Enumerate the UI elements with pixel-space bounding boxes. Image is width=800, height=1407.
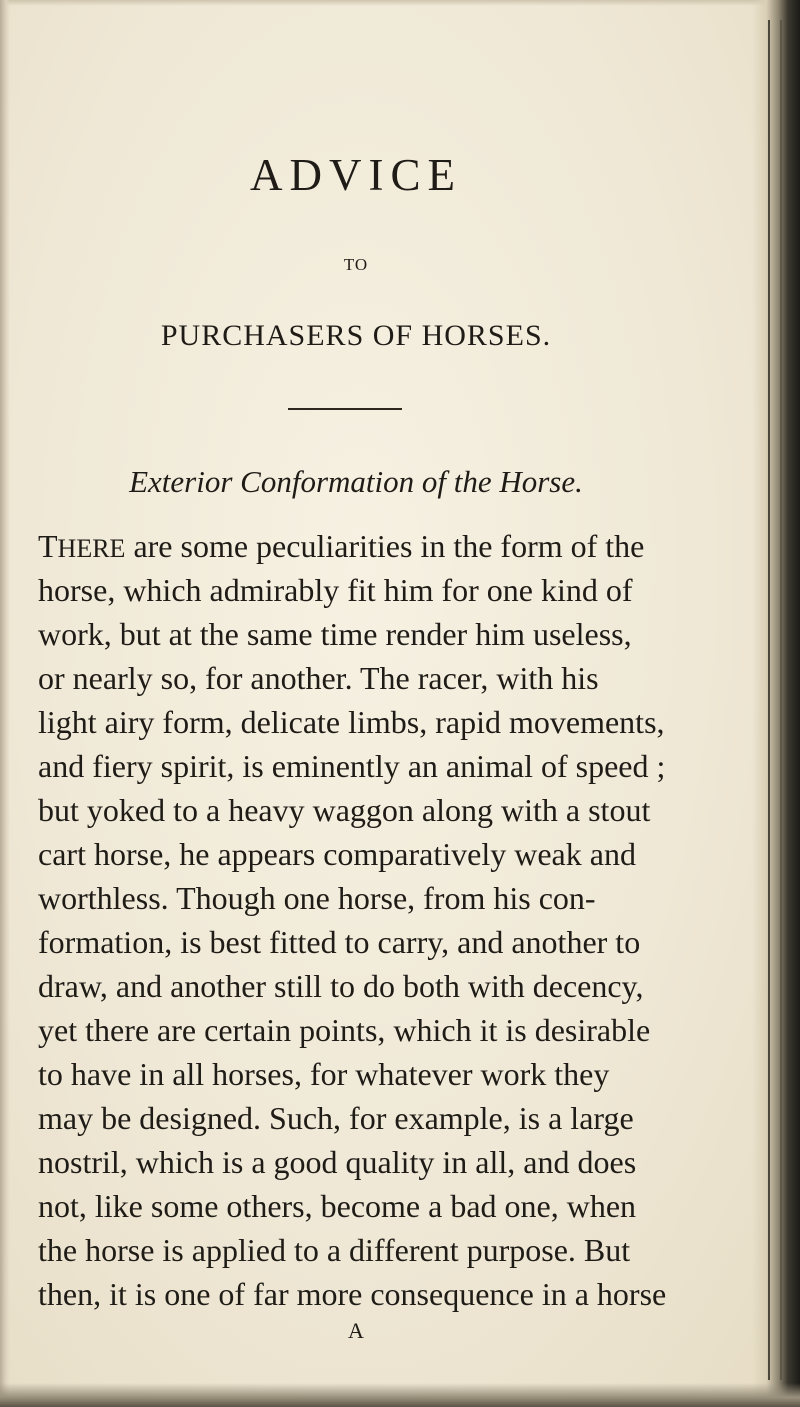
body-line: draw, and another still to do both with decency, [38,968,644,1004]
body-line: but yoked to a heavy waggon along with a stout [38,792,651,828]
body-line-text: are some peculiarities in the form of the [125,528,645,564]
page-bottom-shadow [0,1383,800,1407]
body-line: formation, is best fitted to carry, and another to [38,924,641,960]
body-line: horse, which admirably fit him for one kind of [38,572,633,608]
heading-purchasers: PURCHASERS OF HORSES. [160,319,552,352]
heading-divider-rule [288,408,402,410]
body-line: nostril, which is a good quality in all, and does [38,1144,637,1180]
body-line: or nearly so, for another. The racer, with his [38,660,599,696]
body-line: cart horse, he appears comparatively weak and [38,836,636,872]
signature-mark: A [348,1318,364,1343]
body-line: yet there are certain points, which it is desirable [38,1012,651,1048]
body-line: light airy form, delicate limbs, rapid movements, [38,704,665,740]
page-fore-edge [752,0,800,1407]
body-line: then, it is one of far more consequence in a horse [38,1276,667,1312]
body-line [38,526,644,569]
fore-edge-line [780,20,782,1380]
heading-advice: ADVICE [250,150,462,200]
body-line: may be designed. Such, for example, is a large [38,1100,634,1136]
body-line: work, but at the same time render him useless, [38,616,632,652]
body-line: not, like some others, become a bad one, when [38,1188,637,1224]
body-line: the horse is applied to a different purpose. But [38,1232,631,1268]
page-left-edge [0,0,10,1407]
first-word-initial: T [38,528,58,564]
body-line: to have in all horses, for whatever work they [38,1056,610,1092]
body-line: worthless. Though one horse, from his con- [38,880,596,916]
first-word-smallcaps: HERE [57,534,126,563]
page-top-shadow [0,0,800,6]
heading-to: TO [343,255,369,274]
fore-edge-line [768,20,770,1380]
body-line: and fiery spirit, is eminently an animal of speed ; [38,748,666,784]
section-title: Exterior Conformation of the Horse. [129,464,583,499]
